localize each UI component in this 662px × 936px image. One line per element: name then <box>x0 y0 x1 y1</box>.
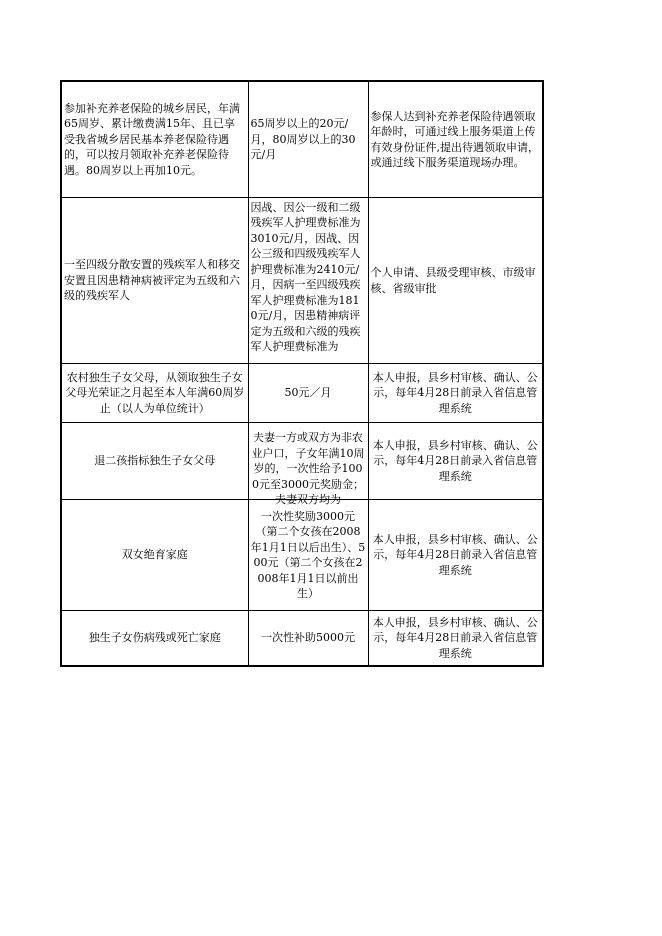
cell-standard-text: 夫妻一方或双方为非农业户口，子女年满10周岁的，一次性给予1000元至3000元奖励金；夫妻双方均为 <box>251 431 365 506</box>
policy-table <box>60 80 544 667</box>
table-row <box>61 423 543 500</box>
cell-target: 农村独生子女父母，从领取独生子女父母光荣证之月起至本人年满60周岁止（以人为单位统计） <box>61 364 248 423</box>
cell-standard: 65周岁以上的20元/月，80周岁以上的30元/月 <box>248 81 368 198</box>
table-row <box>61 364 543 423</box>
cell-target: 参加补充养老保险的城乡居民，年满65周岁、累计缴费满15年、且已享受我省城乡居民基本养老保险待遇的，可以按月领取补充养老保险待遇。80周岁以上再加10元。 <box>61 81 248 198</box>
cell-procedure: 个人申请、县级受理审核、市级审核、省级审批 <box>368 198 543 364</box>
cell-standard: 一次性奖励3000元（第二个女孩在2008年1月1日以后出生）、500元（第二个女孩在2008年1月1日以前出生） <box>248 500 368 611</box>
table-row <box>61 611 543 667</box>
cell-target: 双女绝育家庭 <box>61 500 248 611</box>
cell-standard: 50元／月 <box>248 364 368 423</box>
cell-procedure: 参保人达到补充养老保险待遇领取年龄时，可通过线上服务渠道上传有效身份证件,提出待遇领取申请，或通过线下服务渠道现场办理。 <box>368 81 543 198</box>
table-row <box>61 198 543 364</box>
cell-standard <box>248 198 368 364</box>
table-row <box>61 81 543 198</box>
cell-standard <box>248 423 368 506</box>
table-row <box>61 500 543 611</box>
cell-target: 独生子女伤病残或死亡家庭 <box>61 611 248 667</box>
cell-target: 一至四级分散安置的残疾军人和移交安置且因患精神病被评定为五级和六级的残疾军人 <box>61 198 248 364</box>
cell-target: 退二孩指标独生子女父母 <box>61 423 248 500</box>
cell-procedure: 本人申报，县乡村审核、确认、公示，每年4月28日前录入省信息管理系统 <box>368 364 543 423</box>
cell-standard-text: 因战、因公一级和二级残疾军人护理费标准为3010元/月，因战、因公三级和四级残疾军人护理费标准为2410元/月，因病一至四级残疾军人护理费标准为1810元/月，因患精神病评定为五级和六级的残疾军人护理费标准为 <box>250 200 361 353</box>
cell-procedure: 本人申报，县乡村审核、确认、公示，每年4月28日前录入省信息管理系统 <box>368 423 543 500</box>
cell-procedure: 本人申报，县乡村审核、确认、公示，每年4月28日前录入省信息管理系统 <box>368 611 543 667</box>
cell-standard: 一次性补助5000元 <box>248 611 368 667</box>
cell-procedure: 本人申报，县乡村审核、确认、公示，每年4月28日前录入省信息管理系统 <box>368 500 543 611</box>
